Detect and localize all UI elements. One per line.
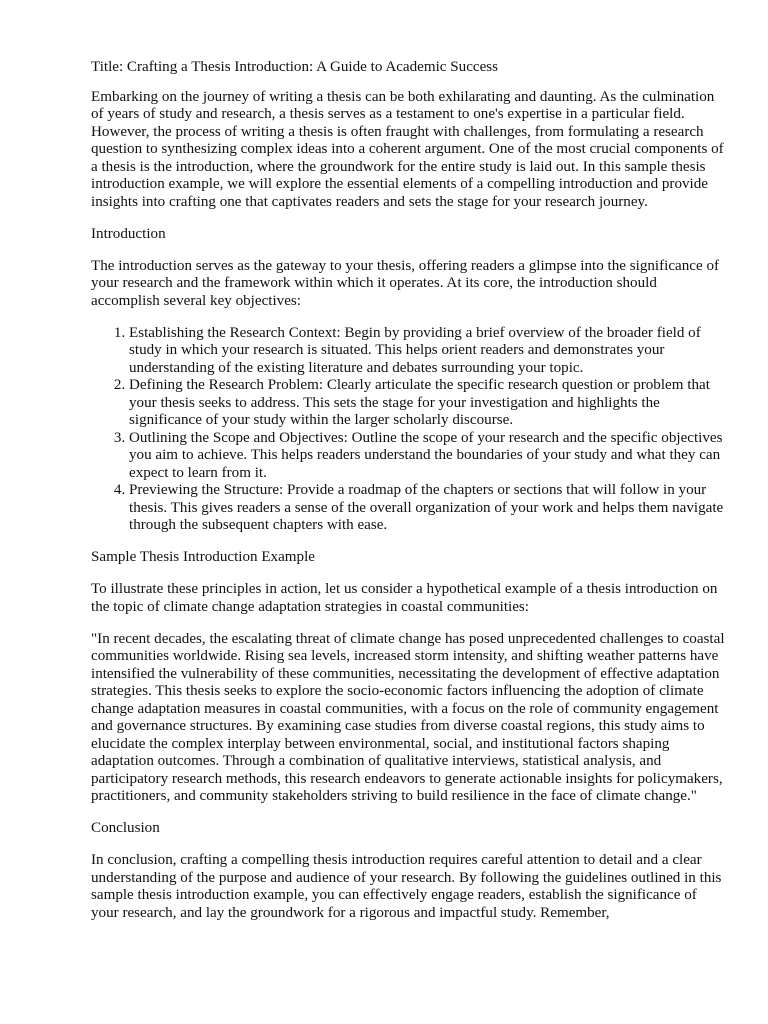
sample-quote: "In recent decades, the escalating threat of climate change has posed unprecedented challenges to coastal communities worldwide. Rising sea levels, increased storm intensity, and shifting weather patterns have intensified the vulnerability of these communities, necessitating the development of effective adaptation strategies. This thesis seeks to explore the socio-economic factors influencing the adoption of climate change adaptation measures in coastal communities, with a focus on the role of community engagement and governance structures. By examining case studies from diverse coastal regions, this study aims to elucidate the complex interplay between environmental, social, and institutional factors shaping adaptation outcomes. Through a combination of qualitative interviews, statistical analysis, and participatory research methods, this research endeavors to generate actionable insights for policymakers, practitioners, and community stakeholders striving to build resilience in the face of climate change." [91, 630, 725, 804]
conclusion-heading: Conclusion [91, 820, 160, 836]
list-item: 1. Establishing the Research Context: Begin by providing a brief overview of the broader field of study in which your research is situated. This helps orient readers and demonstrates your understanding of the existing literature and debates surrounding your topic. [129, 325, 727, 378]
conclusion-paragraph: In conclusion, crafting a compelling thesis introduction requires careful attention to detail and a clear understanding of the purpose and audience of your research. By following the guidelines outlined in this sample thesis introduction example, you can effectively engage readers, establish the significance of your research, and lay the groundwork for a rigorous and impactful study. Remember, [91, 852, 722, 921]
document-title: Title: Crafting a Thesis Introduction: A Guide to Academic Success [91, 59, 499, 75]
list-item: 4. Previewing the Structure: Provide a roadmap of the chapters or sections that will follow in your thesis. This gives readers a sense of the overall organization of your work and helps them navigate through the subsequent chapters with ease. [129, 482, 727, 535]
introduction-heading: Introduction [91, 225, 166, 242]
list-item: 3. Outlining the Scope and Objectives: Outline the scope of your research and the specific objectives you aim to achieve. This helps readers understand the boundaries of your study and what they can expect to learn from it. [129, 430, 727, 483]
intro-paragraph: Embarking on the journey of writing a thesis can be both exhilarating and daunting. As the culmination of years of study and research, a thesis serves as a testament to one's expertise in a particular field. However, the process of writing a thesis is often fraught with challenges, from formulating a research question to synthesizing complex ideas into a coherent argument. One of the most crucial components of a thesis is the introduction, where the groundwork for the entire study is laid out. In this sample thesis introduction example, we will explore the essential elements of a compelling introduction and provide insights into crafting one that captivates readers and sets the stage for your research journey. [91, 88, 724, 210]
introduction-paragraph: The introduction serves as the gateway to your thesis, offering readers a glimpse into the significance of your research and the framework within which it operates. At its core, the introduction should accomplish several key objectives: [91, 257, 720, 309]
sample-heading: Sample Thesis Introduction Example [91, 549, 315, 565]
document-page [91, 59, 727, 937]
sample-paragraph: To illustrate these principles in action, let us consider a hypothetical example of a thesis introduction on the topic of climate change adaptation strategies in coastal communities: [91, 581, 718, 615]
objectives-list [91, 325, 727, 535]
list-item: 2. Defining the Research Problem: Clearly articulate the specific research question or problem that your thesis seeks to address. This sets the stage for your investigation and highlights the significance of your study within the larger scholarly discourse. [129, 377, 727, 430]
